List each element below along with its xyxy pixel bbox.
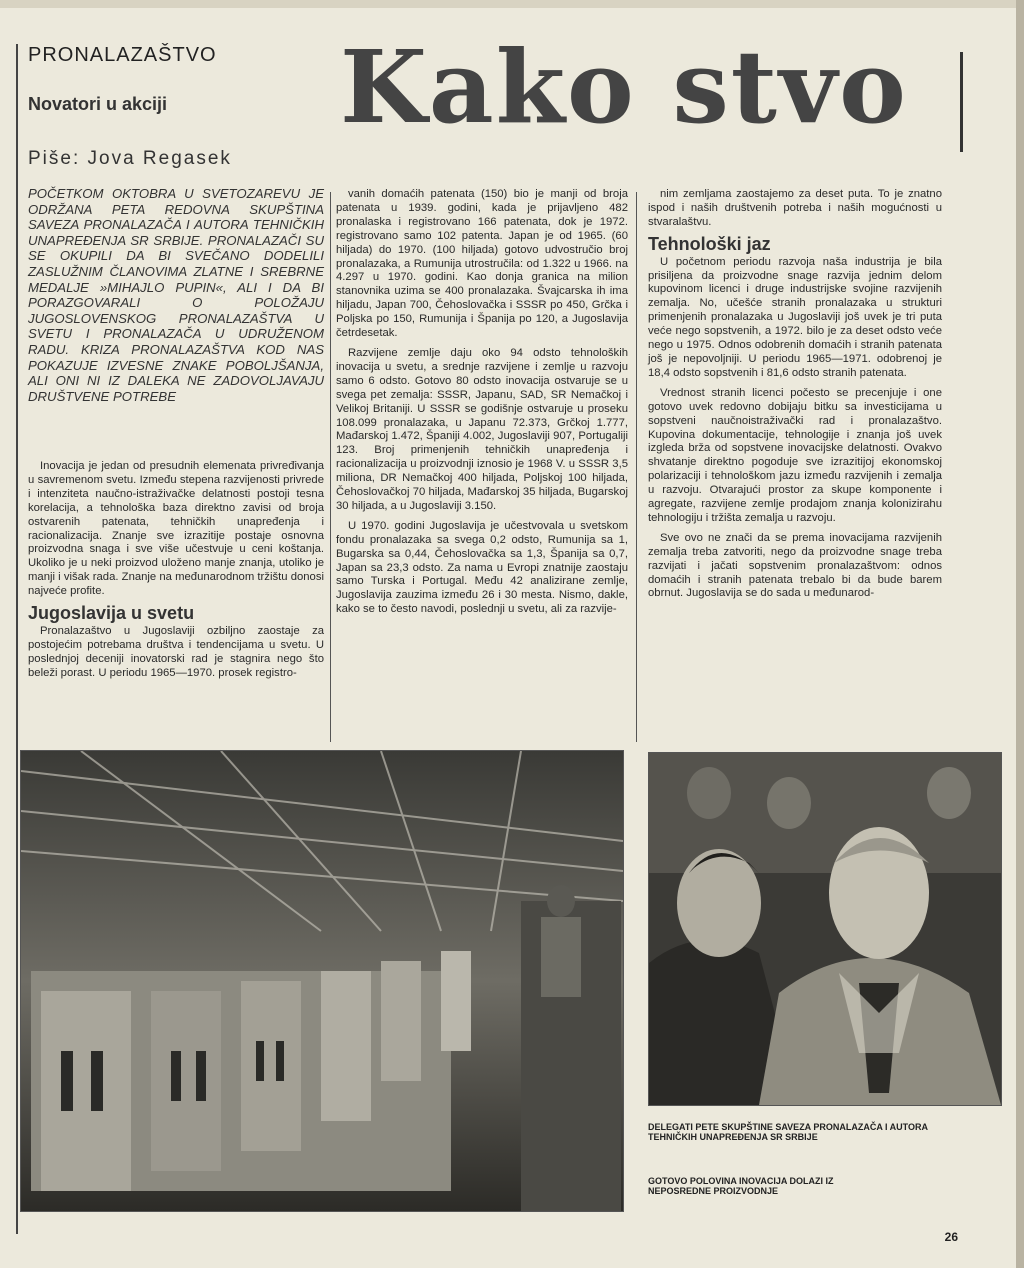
column-divider: [636, 192, 637, 742]
headline: Kako stvo: [340, 28, 908, 146]
delegates-photo-image: [649, 753, 1001, 1105]
factory-photo: [20, 750, 624, 1212]
top-edge: [0, 0, 1024, 8]
delegates-photo: [648, 752, 1002, 1106]
subheading-jugoslavija: Jugoslavija u svetu: [28, 603, 195, 624]
paragraph: Vrednost stranih licenci počesto se precenjuje i one gotovo uvek redovno dobijaju bitku sa investicijama u sopstveni naučnoistraživački rad i pronalazaštvo. Kupovina dokumentacije, tehnologije i znanja još uvek izgleda brža od sopstvene inovacijske delatnosti. Ovakvo shvatanje direktno pogoduje sve izrazitijoj ekonomskoj polarizaciji i tehnološkom jazu između razvijenih i zemalja u razvoju. Otvarajući prostor za skupe komponente i agregate, razvijene zemlje prodajom znanja kolonizirahu tehnologiju i tržišta zemalja u razvoju.: [648, 386, 942, 524]
paragraph: Razvijene zemlje daju oko 94 odsto tehnoloških inovacija u svetu, a srednje razvijene i zemlje u razvoju samo 6 odsto. Gotovo 80 odsto inovacija ostvaruje se u svega pet zemalja: SSSR, Japanu, SAD, SR Nemačkoj i Velikoj Britaniji. U SSSR se godišnje ostvaruje u proseku 108.099 pronalazaka, u Japanu 72.373, Grčkoj 1.777, Mađarskoj 1.472, Španiji 4.002, Jugoslaviji 907, Portugaliji 123. Broj primenjenih tehničkih unapređenja i racionalizacija u proizvodnji iznosio je 1968 V. u SSSR 3,5 miliona, DR Nemačkoj 400 hiljada, Poljskoj 100 hiljada, Čehoslovačkoj 70 hiljada, Mađarskoj 35 hiljada, Bugarskoj 30 hiljada, a u Jugoslaviji 3.150.: [336, 346, 628, 512]
paragraph: U početnom periodu razvoja naša industrija je bila prisiljena da proizvodne snage razvija jednim delom kupovinom licenci i druge industrijske svojine razvijenih zemalja. No, učešće stranih pronalazaka u strukturi primenjenih pronalazaka u Jugoslaviji još uvek je tri puta veće nego sopstvenih, a 1972. bilo je za deset odsto veće nego u 1975. Odnos odobrenih domaćih i stranih patenata još je nepovoljniji. U periodu 1965—1971. odobrenoj je 18,4 odsto sopstvenih i 81,6 odsto stranih patenata.: [648, 255, 942, 379]
page-number: 26: [944, 1230, 958, 1244]
left-frame-rule: [16, 44, 18, 1234]
column-divider: [330, 192, 331, 742]
column-2: [336, 188, 628, 623]
page-edge: [1016, 0, 1024, 1268]
headline-rule: [960, 52, 963, 152]
paragraph: Inovacija je jedan od presudnih elemenata privređivanja u savremenom svetu. Između stepena razvijenosti privrede i intenziteta naučno-istraživačke delatnosti postoji tesna korelacija, a tehnološka baza direktno zavisi od broja ostvarenih patenata, tehničkih unapređenja i racionalizacija. Znanje sve izrazitije postaje osnovna proizvodna snaga i sve više učestvuje u ceni koštanja. Ukoliko je u neki proizvod uloženo manje znanja, utoliko je manji i višak rada. Znanje na međunarodnom tržištu donosi najveće profite.: [28, 460, 324, 598]
paragraph: Sve ovo ne znači da se prema inovacijama razvijenih zemalja treba zatvoriti, nego da proizvodne snage treba razvijati i jačati sopstvenim pronalazaštvom: odnos domaćih i stranih patenata trebalo bi da bude barem obrnut. Jugoslavija se do sada u međunarod-: [648, 531, 942, 600]
section-title: PRONALAZAŠTVO: [28, 44, 217, 66]
delegates-photo-caption: DELEGATI PETE SKUPŠTINE SAVEZA PRONALAZAČA I AUTORA TEHNIČKIH UNAPREĐENJA SR SRBIJE: [648, 1122, 928, 1142]
paragraph: U 1970. godini Jugoslavija je učestvovala u svetskom fondu pronalazaka sa svega 0,2 odsto, Rumunija sa 1, Bugarska sa 0,44, Čehoslovačka sa 1,3, Španija sa 0,7, Japan sa 23,3 odsto. Za nama u Evropi znatnije zaostaju samo Turska i Portugal. Među 42 analizirane zemlje, Jugoslavija zauzima između 26 i 30 mesta. Nismo, dakle, kako se to često navodi, poslednji u svetu, ali za razvije-: [336, 519, 628, 616]
factory-photo-caption: GOTOVO POLOVINA INOVACIJA DOLAZI IZ NEPOSREDNE PROIZVODNJE: [648, 1176, 834, 1196]
subheading-tehnoloski-jaz: Tehnološki jaz: [648, 233, 771, 254]
column-1: [28, 460, 324, 687]
paragraph: Pronalazaštvo u Jugoslaviji ozbiljno zaostaje za postojećim potrebama društva i tendencijama u svetu. U poslednjoj deceniji inovatorski rad je stagnira nego što beleži porast. U periodu 1965—1970. prosek registro-: [28, 624, 324, 679]
paragraph: nim zemljama zaostajemo za deset puta. To je znatno ispod i naših društvenih potreba i naših mogućnosti u stvaralaštvu.: [648, 188, 942, 228]
paragraph: vanih domaćih patenata (150) bio je manji od broja patenata u 1939. godini, kada je prijavljeno 482 pronalaska i registrovano 166 patenata, dok je 1972. registrovano samo 102 patenta. Japan je od 1965. (60 hiljada) do 1970. (100 hiljada) gotovo udvostručio broj pronalazaka, a Rumunija utrostručila: od 1.322 u 1966. na 4.297 u 1970. godini. Kao donja granica na milion stanovnika uzima se 400 pronalazaka. Švajcarska ih ima hiljadu, Japan 700, Čehoslovačka i SSSR po 450, Grčka i Poljska po 150, Rumunija i Španija po 120, a Jugoslavija četrdesetak.: [336, 188, 628, 340]
factory-photo-image: [21, 751, 623, 1211]
subsection-title: Novatori u akciji: [28, 94, 168, 114]
lead-paragraph: POČETKOM OKTOBRA U SVETOZAREVU JE ODRŽANA PETA REDOVNA SKUPŠTINA SAVEZA PRONALAZAČA I AUTORA TEHNIČKIH UNAPREĐENJA SR SRBIJE. PRONALAZAČI SU SE OKUPILI DA BI SVEČANO DODELILI ZASLUŽNIM ČLANOVIMA ZLATNE I SREBRNE MEDALJE »MIHAJLO PUPIN«, ALI I DA BI PORAZGOVARALI O POLOŽAJU JUGOSLOVENSKOG PRONALAZAŠTVA U SVETU I PRONALAZAČA U UDRUŽENOM RADU. KRIZA PRONALAZAŠTVA KOD NAS POKAZUJE IZVESNE ZNAKE POBOLJŠANJA, ALI ONI NI IZ DALEKA NE ZADOVOLJAVAJU DRUŠTVENE POTREBE: [28, 186, 324, 404]
author-byline: Piše: Jova Regasek: [28, 148, 232, 169]
column-3: [648, 188, 942, 607]
